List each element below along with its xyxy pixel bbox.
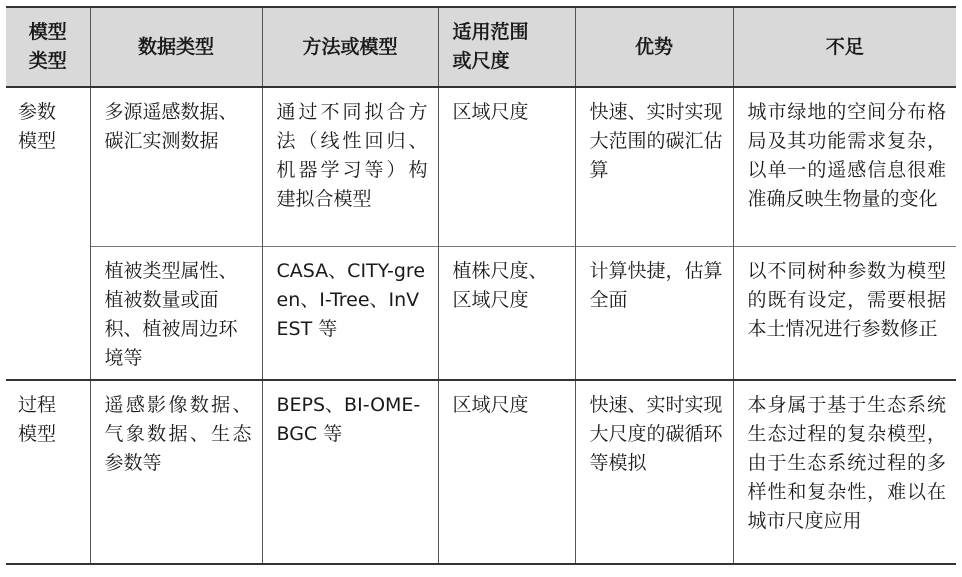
- model-type-line2: 模型: [18, 423, 57, 445]
- header-limitation: 不足: [733, 7, 956, 87]
- model-type-cell: [6, 87, 90, 380]
- method-cell: CASA、CITY-green、I-Tree、InVEST 等: [262, 247, 438, 381]
- header-scope: [438, 7, 575, 87]
- model-type-line2: 模型: [18, 130, 57, 152]
- table-row: [6, 247, 956, 381]
- header-method: 方法或模型: [262, 7, 438, 87]
- header-scope-line1: 适用范围: [452, 21, 529, 43]
- limitation-cell: 以不同树种参数为模型的既有设定，需要根据本土情况进行参数修正: [733, 247, 956, 381]
- limitation-cell: 城市绿地的空间分布格局及其功能需求复杂，以单一的遥感信息很难准确反映生物量的变化: [733, 87, 956, 247]
- header-model-type-line2: 类型: [28, 50, 67, 72]
- header-scope-line2: 或尺度: [452, 50, 510, 72]
- data-type-cell: 遥感影像数据、气象数据、生态参数等: [90, 380, 262, 564]
- scope-cell: 区域尺度: [438, 87, 575, 247]
- header-model-type: [6, 7, 90, 87]
- model-type-line1: 参数: [18, 101, 57, 123]
- advantage-cell: 快速、实时实现大范围的碳汇估算: [575, 87, 733, 247]
- limitation-cell: 本身属于基于生态系统生态过程的复杂模型，由于生态系统过程的多样性和复杂性，难以在城市尺度应用: [733, 380, 956, 564]
- scope-cell: 植株尺度、区域尺度: [438, 247, 575, 381]
- model-type-line1: 过程: [18, 394, 57, 416]
- header-row: [6, 7, 956, 87]
- table-row: [6, 87, 956, 247]
- data-type-cell: 植被类型属性、植被数量或面积、植被周边环境等: [90, 247, 262, 381]
- scope-cell: 区域尺度: [438, 380, 575, 564]
- header-model-type-line1: 模型: [28, 21, 67, 43]
- header-data-type: 数据类型: [90, 7, 262, 87]
- header-advantage: 优势: [575, 7, 733, 87]
- method-cell: 通过不同拟合方法（线性回归、机器学习等）构建拟合模型: [262, 87, 438, 247]
- advantage-cell: 计算快捷，估算全面: [575, 247, 733, 381]
- advantage-cell: 快速、实时实现大尺度的碳循环等模拟: [575, 380, 733, 564]
- model-type-cell: [6, 380, 90, 564]
- model-comparison-table: [6, 6, 956, 565]
- data-type-cell: 多源遥感数据、碳汇实测数据: [90, 87, 262, 247]
- method-cell: BEPS、BI-OME-BGC 等: [262, 380, 438, 564]
- table-row: [6, 380, 956, 564]
